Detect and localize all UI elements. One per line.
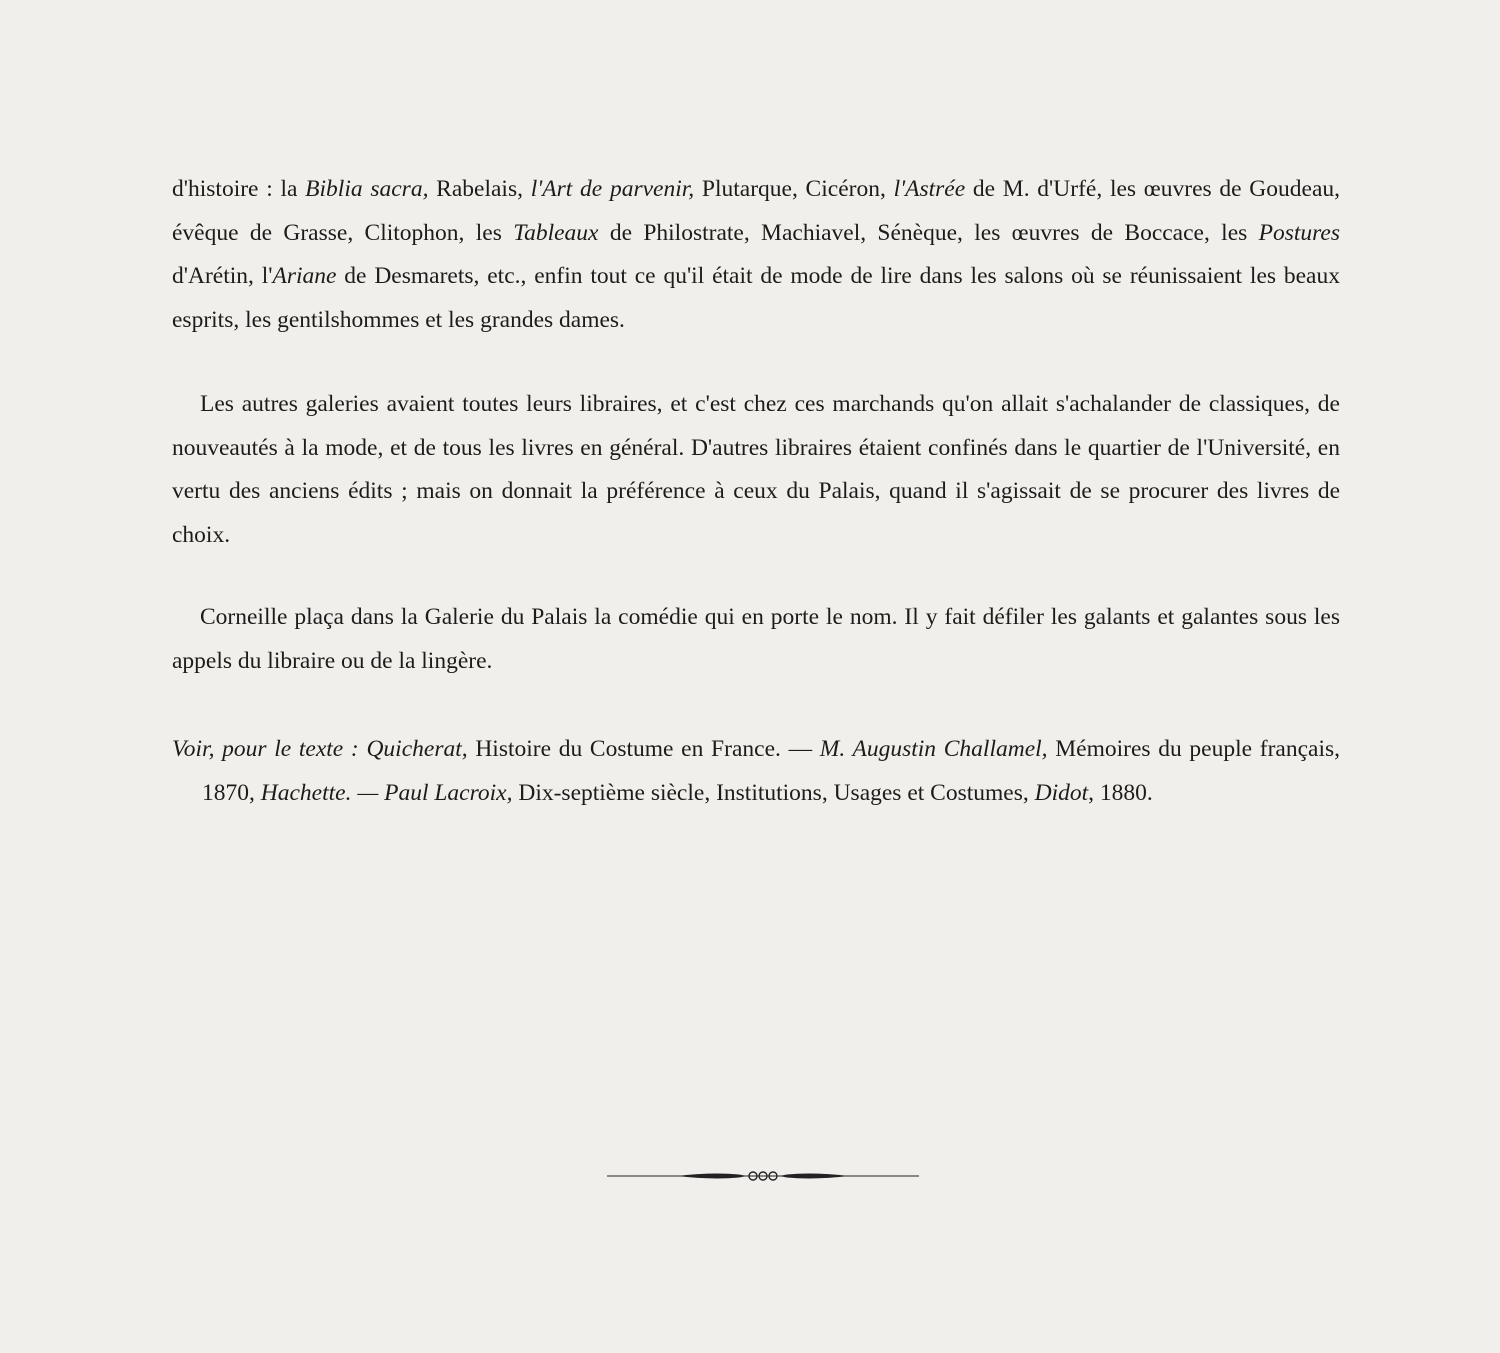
text-run: Plutarque, Cicéron, [694,176,894,202]
italic-title: l'Astrée [893,176,966,202]
italic-title: Tableaux [513,219,599,246]
italic-source: Hachette. — Paul Lacroix, [260,779,513,806]
paragraph-corneille: Corneille plaça dans la Galerie du Palais la comédie qui en porte le nom. Il y fait défiler les galants et galantes sous les appels du libraire ou de la lingère. [172,604,1340,674]
text-run: Mémoires du peuple français, 1870, [202,736,1341,806]
paragraph-books-list [172,168,1340,342]
text-run: d'histoire : la [172,176,306,202]
text-run: Dix-septième siècle, Institutions, Usages et Costumes, [512,779,1035,806]
italic-source: Voir, pour le texte : Quicherat, [172,736,468,762]
italic-source: Didot [1034,779,1089,806]
sources-note [172,728,1340,815]
text-run: Histoire du Costume en France. — [467,736,820,762]
italic-source: M. Augustin Challamel, [819,736,1048,762]
paragraph-galleries: Les autres galeries avaient toutes leurs libraires, et c'est chez ces marchands qu'on allait s'achalander de classiques, de nouveautés à la mode, et de tous les livres en général. D'autres libraires étaient confinés dans le quartier de l'Université, en vertu des anciens édits ; mais on donnait la préférence à ceux du Palais, quand il s'agissait de se procurer des livres de choix. [172,391,1340,548]
text-run: de M. d'Urfé, les œuvres de Goudeau, évêque de Grasse, Clitophon, les [172,176,1341,246]
text-run: , 1880. [1088,779,1153,806]
text-run: d'Arétin, l' [172,263,273,289]
italic-title: Postures [1258,219,1340,246]
text-run: de Desmarets, etc., enfin tout ce qu'il était de mode de lire dans les salons où se réunissaient les beaux esprits, les gentilshommes et les grandes dames. [172,263,1340,333]
tailpiece-ornament-icon [607,1166,919,1186]
text-run: Rabelais, [428,176,531,202]
italic-title: l'Art de parvenir, [530,176,695,202]
italic-title: Biblia sacra, [305,176,429,202]
italic-title: Ariane [272,263,337,289]
text-run: de Philostrate, Machiavel, Sénèque, les œuvres de Boccace, les [598,219,1259,246]
